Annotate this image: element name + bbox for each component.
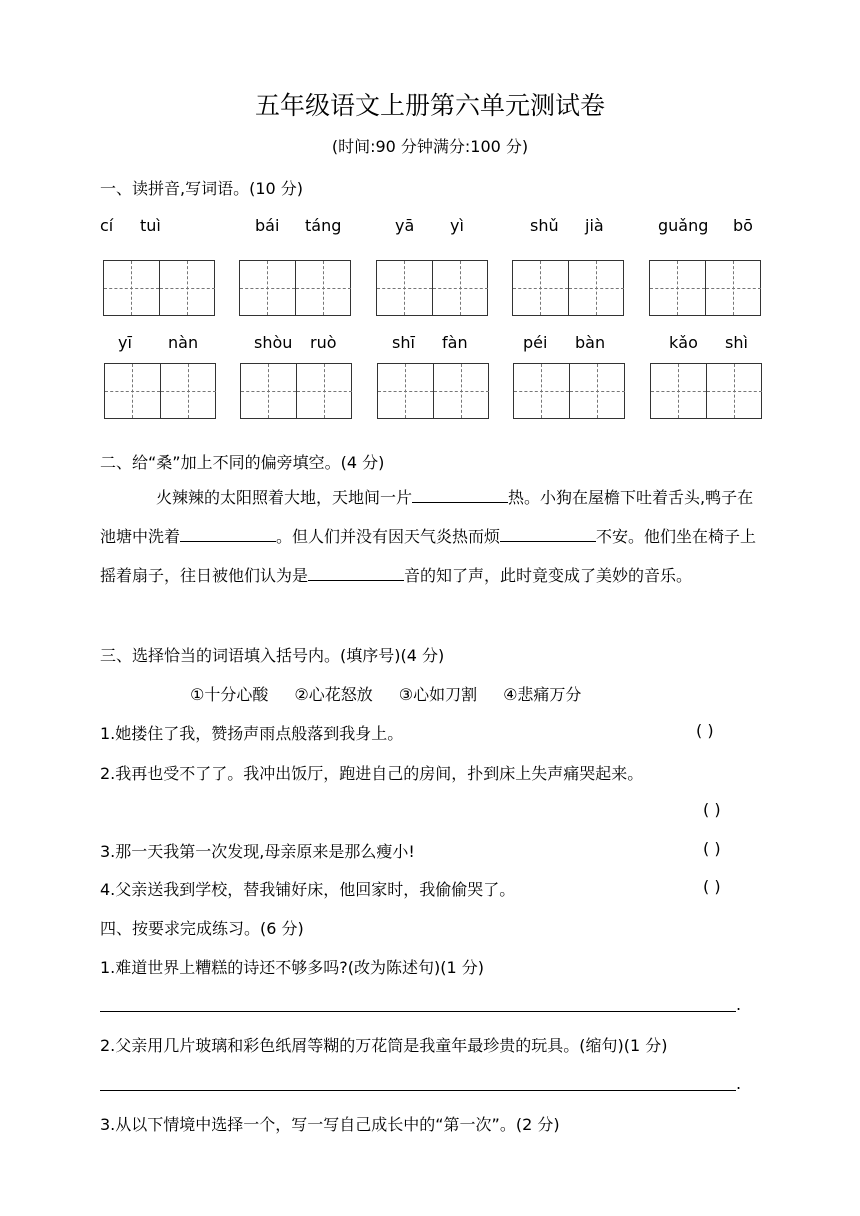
pinyin: nàn [168,333,199,352]
pinyin: cí [100,216,114,235]
pinyin: bái [255,216,280,235]
period: . [736,1074,742,1093]
pinyin: shī [392,333,415,352]
answer-line[interactable] [100,1090,736,1091]
page-subtitle: (时间:90 分钟满分:100 分) [331,137,529,156]
writing-grid[interactable] [239,260,351,316]
writing-grid[interactable] [377,363,489,419]
blank-4[interactable] [308,562,404,581]
pinyin: yā [395,216,415,235]
question-1: 1.她搂住了我，赞扬声雨点般落到我身上。 [100,724,404,743]
option: ①十分心酸 [190,685,269,704]
pinyin: péi [523,333,548,352]
blank-2[interactable] [180,523,276,542]
blank-3[interactable] [500,523,596,542]
pinyin: guǎng [658,216,709,235]
pinyin: ruò [310,333,337,352]
pinyin: bàn [575,333,606,352]
answer-line[interactable] [100,1011,736,1012]
section3-heading: 三、选择恰当的词语填入括号内。(填序号)(4 分) [100,646,445,665]
exercise-1: 1.难道世界上糟糕的诗还不够多吗?(改为陈述句)(1 分) [100,958,484,977]
question-4: 4.父亲送我到学校，替我铺好床，他回家时，我偷偷哭了。 [100,880,516,899]
writing-grid[interactable] [512,260,624,316]
writing-grid[interactable] [649,260,761,316]
pinyin: shǔ [530,216,559,235]
answer-parentheses[interactable]: ( ) [703,839,721,858]
question-2: 2.我再也受不了了。我冲出饭厅，跑进自己的房间，扑到床上失声痛哭起来。 [100,764,644,783]
pinyin: shòu [254,333,293,352]
writing-grid[interactable] [104,363,216,419]
option: ③心如刀割 [398,685,478,704]
pinyin: bō [733,216,753,235]
page-title: 五年级语文上册第六单元测试卷 [254,91,605,120]
pinyin: kǎo [669,333,698,352]
option: ②心花怒放 [294,685,373,704]
writing-grid[interactable] [103,260,215,316]
exercise-2: 2.父亲用几片玻璃和彩色纸屑等糊的万花筒是我童年最珍贵的玩具。(缩句)(1 分) [100,1036,668,1055]
period: . [736,995,742,1014]
word-options [190,682,607,705]
pinyin: yī [118,333,132,352]
pinyin: táng [305,216,342,235]
section1-heading: 一、读拼音,写词语。(10 分) [100,179,304,198]
question-3: 3.那一天我第一次发现,母亲原来是那么瘦小! [100,842,415,861]
pinyin: yì [450,216,464,235]
section4-heading: 四、按要求完成练习。(6 分) [100,919,304,938]
writing-grid[interactable] [376,260,488,316]
pinyin: fàn [442,333,468,352]
exercise-3: 3.从以下情境中选择一个，写一写自己成长中的“第一次”。(2 分) [100,1115,560,1134]
pinyin: jià [585,216,604,235]
pinyin: shì [725,333,748,352]
answer-parentheses[interactable]: ( ) [703,877,721,896]
answer-parentheses[interactable]: ( ) [703,800,721,819]
fill-in-paragraph: 火辣辣的太阳照着大地，天地间一片 热。小狗在屋檐下吐着舌头,鸭子在池塘中洗着 。但人们并没有因天气炎热而烦 不安。他们坐在椅子上摇着扇子，往日被他们认为是 音的知了声，此时竟变成了美妙的音乐。 [100,478,760,595]
writing-grid[interactable] [240,363,352,419]
option: ④悲痛万分 [503,685,582,704]
blank-1[interactable] [412,484,508,503]
pinyin: tuì [140,216,161,235]
answer-parentheses[interactable]: ( ) [696,721,714,740]
section2-heading: 二、给“桑”加上不同的偏旁填空。(4 分) [100,453,385,472]
writing-grid[interactable] [650,363,762,419]
writing-grid[interactable] [513,363,625,419]
